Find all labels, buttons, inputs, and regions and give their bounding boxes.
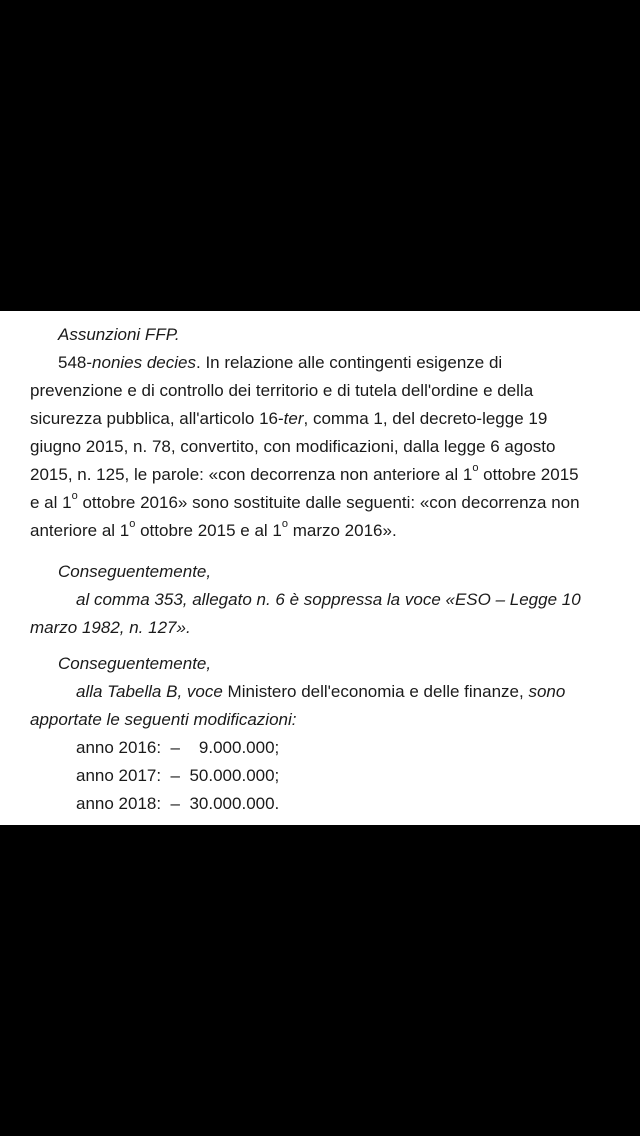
- cons1-line-2: [30, 614, 191, 642]
- para1-line-4: [30, 433, 555, 461]
- para1-line-5-b: ottobre 2015: [478, 465, 579, 484]
- table-b-row: [76, 734, 279, 762]
- para1-line-3-a: sicurezza pubblica, all'articolo 16-: [30, 409, 284, 428]
- table-b-amount: 50.000.000;: [189, 766, 280, 785]
- table-b-year: anno 2018:: [76, 794, 162, 813]
- document-page: [0, 311, 640, 825]
- table-b-amount: 9.000.000;: [198, 738, 280, 757]
- cons1-line-1: [76, 586, 581, 614]
- consequently-label-2-text: Conseguentemente,: [58, 654, 212, 673]
- cons2-line-1-a: alla Tabella B, voce: [76, 682, 228, 701]
- consequently-label-2: [58, 650, 211, 678]
- para1-line-3-b: , comma 1, del decreto-legge 19: [303, 409, 548, 428]
- table-b-year: anno 2017:: [76, 766, 162, 785]
- section-heading: [58, 321, 180, 349]
- para1-line-7-b: ottobre 2015 e al 1: [135, 521, 282, 540]
- table-b-amount: 30.000.000.: [189, 794, 280, 813]
- ordinal-sup: o: [129, 518, 136, 531]
- para1-line-1-rest: . In relazione alle contingenti esigenze di: [196, 353, 503, 372]
- cons2-line-1-c: sono: [528, 682, 566, 701]
- para-number: 548-: [58, 353, 93, 372]
- para1-line-6: [30, 489, 580, 517]
- para1-line-7: [30, 517, 397, 545]
- cons1-line-2-text: marzo 1982, n. 127».: [30, 618, 191, 637]
- table-b-dash: –: [170, 766, 181, 785]
- ordinal-sup: o: [472, 462, 479, 475]
- para1-line-7-c: marzo 2016».: [288, 521, 397, 540]
- para1-line-7-a: anteriore al 1: [30, 521, 130, 540]
- para1-line-2: [30, 377, 533, 405]
- cons2-line-1: [76, 678, 565, 706]
- ordinal-sup: o: [71, 490, 78, 503]
- cons2-line-2: [30, 706, 297, 734]
- cons2-line-1-ministry: Ministero dell'economia e delle finanze,: [227, 682, 529, 701]
- para1-line-6-b: ottobre 2016» sono sostituite dalle seguenti: «con decorrenza non: [77, 493, 580, 512]
- table-b-row: [76, 762, 279, 790]
- para1-line-3: [30, 405, 547, 433]
- consequently-label-1: [58, 558, 211, 586]
- cons2-line-2-text: apportate le seguenti modificazioni:: [30, 710, 297, 729]
- para1-line-5: [30, 461, 579, 489]
- table-b-dash: –: [170, 794, 181, 813]
- para-number-italic: nonies decies: [92, 353, 196, 372]
- cons1-line-1-text: al comma 353, allegato n. 6 è soppressa la voce «ESO – Legge 10: [76, 590, 581, 609]
- para1-line-6-a: e al 1: [30, 493, 72, 512]
- para1-line-2-text: prevenzione e di controllo dei territorio e di tutela dell'ordine e della: [30, 381, 534, 400]
- heading-text: Assunzioni FFP.: [58, 325, 180, 344]
- table-b-row: [76, 790, 279, 818]
- para1-line-4-text: giugno 2015, n. 78, convertito, con modificazioni, dalla legge 6 agosto: [30, 437, 556, 456]
- para1-line-3-ter: ter: [283, 409, 304, 428]
- table-b-year: anno 2016:: [76, 738, 162, 757]
- para1-line-1: [58, 349, 502, 377]
- ordinal-sup: o: [281, 518, 288, 531]
- para1-line-5-a: 2015, n. 125, le parole: «con decorrenza non anteriore al 1: [30, 465, 473, 484]
- consequently-label-1-text: Conseguentemente,: [58, 562, 212, 581]
- table-b-dash: –: [170, 738, 181, 757]
